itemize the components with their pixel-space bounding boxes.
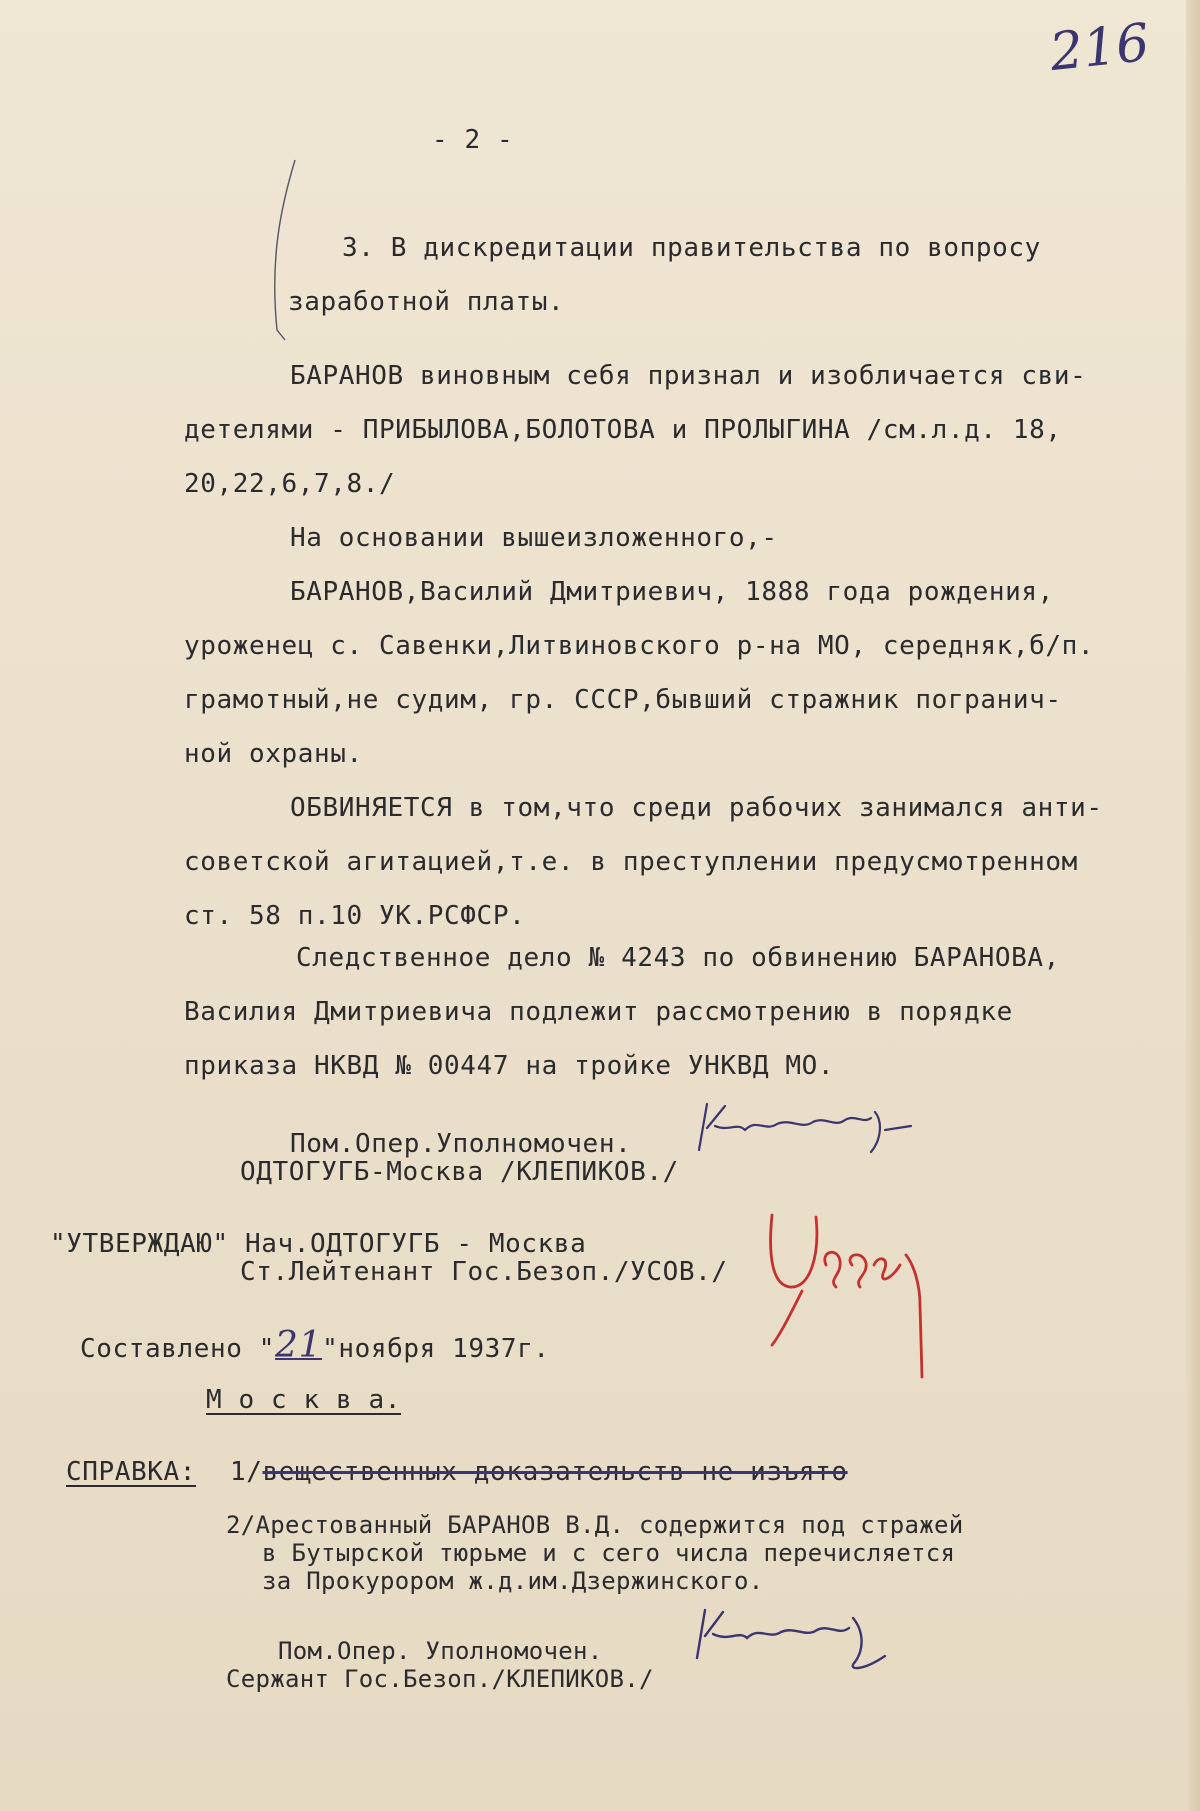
klepikov-signature-1 <box>685 1092 925 1172</box>
usov-red-signature <box>750 1195 940 1385</box>
evidence-line3: 20,22,6,7,8./ <box>184 469 396 499</box>
reference-item1-prefix: 1/ <box>230 1457 263 1487</box>
evidence-line1: БАРАНОВ виновным себя признал и изобличается сви- <box>290 361 1087 391</box>
date-day-handwritten: 21 <box>275 1325 323 1366</box>
date-prefix: Составлено " <box>80 1334 276 1364</box>
margin-bracket-mark <box>255 150 315 350</box>
signature1-line1: Пом.Опер.Уполномочен. <box>290 1129 632 1159</box>
item3-line1: 3. В дискредитации правительства по вопросу <box>342 233 1041 263</box>
basis-line: На основании вышеизложенного,- <box>290 523 778 553</box>
accused-line1: БАРАНОВ,Василий Дмитриевич, 1888 года рождения, <box>290 577 1054 607</box>
reference-item1 <box>230 1456 848 1488</box>
signature1-line2: ОДТОГУГБ-Москва /КЛЕПИКОВ./ <box>240 1157 679 1187</box>
approval-line1: "УТВЕРЖДАЮ" Нач.ОДТОГУГБ - Москва <box>50 1229 587 1259</box>
archive-page-number: 216 <box>1047 12 1153 84</box>
charge-line1: ОБВИНЯЕТСЯ в том,что среди рабочих занимался анти- <box>290 793 1103 823</box>
date-line <box>80 1325 550 1366</box>
signature2-line2: Сержант Гос.Безоп./КЛЕПИКОВ./ <box>226 1665 654 1693</box>
case-line1: Следственное дело № 4243 по обвинению БАРАНОВА, <box>296 943 1060 973</box>
date-suffix: "ноября 1937г. <box>322 1334 550 1364</box>
accused-line4: ной охраны. <box>184 739 363 769</box>
signature2-line1: Пом.Опер. Уполномочен. <box>278 1637 603 1665</box>
evidence-line2: детелями - ПРИБЫЛОВА,БОЛОТОВА и ПРОЛЫГИНА /см.л.д. 18, <box>184 415 1062 445</box>
case-line2: Василия Дмитриевича подлежит рассмотрению в порядке <box>184 997 1013 1027</box>
reference-label: СПРАВКА: <box>66 1457 197 1487</box>
item3-line2: заработной платы. <box>288 287 565 317</box>
accused-line3: грамотный,не судим, гр. СССР,бывший стражник погранич- <box>184 685 1062 715</box>
approval-line2: Ст.Лейтенант Гос.Безоп./УСОВ./ <box>240 1257 728 1287</box>
reference-item2-line3: за Прокурором ж.д.им.Дзержинского. <box>262 1567 764 1595</box>
page-edge <box>1186 0 1200 1811</box>
reference-item2-line2: в Бутырской тюрьме и с сего числа перечисляется <box>262 1539 956 1567</box>
city: М о с к в а. <box>206 1385 402 1415</box>
case-line3: приказа НКВД № 00447 на тройке УНКВД МО. <box>184 1051 835 1081</box>
charge-line3: ст. 58 п.10 УК.РСФСР. <box>184 901 526 931</box>
page-marker: - 2 - <box>432 125 514 155</box>
reference-item2-line1: 2/Арестованный БАРАНОВ В.Д. содержится под стражей <box>226 1511 964 1539</box>
accused-line2: уроженец с. Савенки,Литвиновского р-на МО, середняк,б/п. <box>184 631 1095 661</box>
klepikov-signature-2 <box>685 1596 905 1676</box>
charge-line2: советской агитацией,т.е. в преступлении предусмотренном <box>184 847 1078 877</box>
reference-item1-struck: вещественных доказательств не изъято <box>262 1457 848 1487</box>
